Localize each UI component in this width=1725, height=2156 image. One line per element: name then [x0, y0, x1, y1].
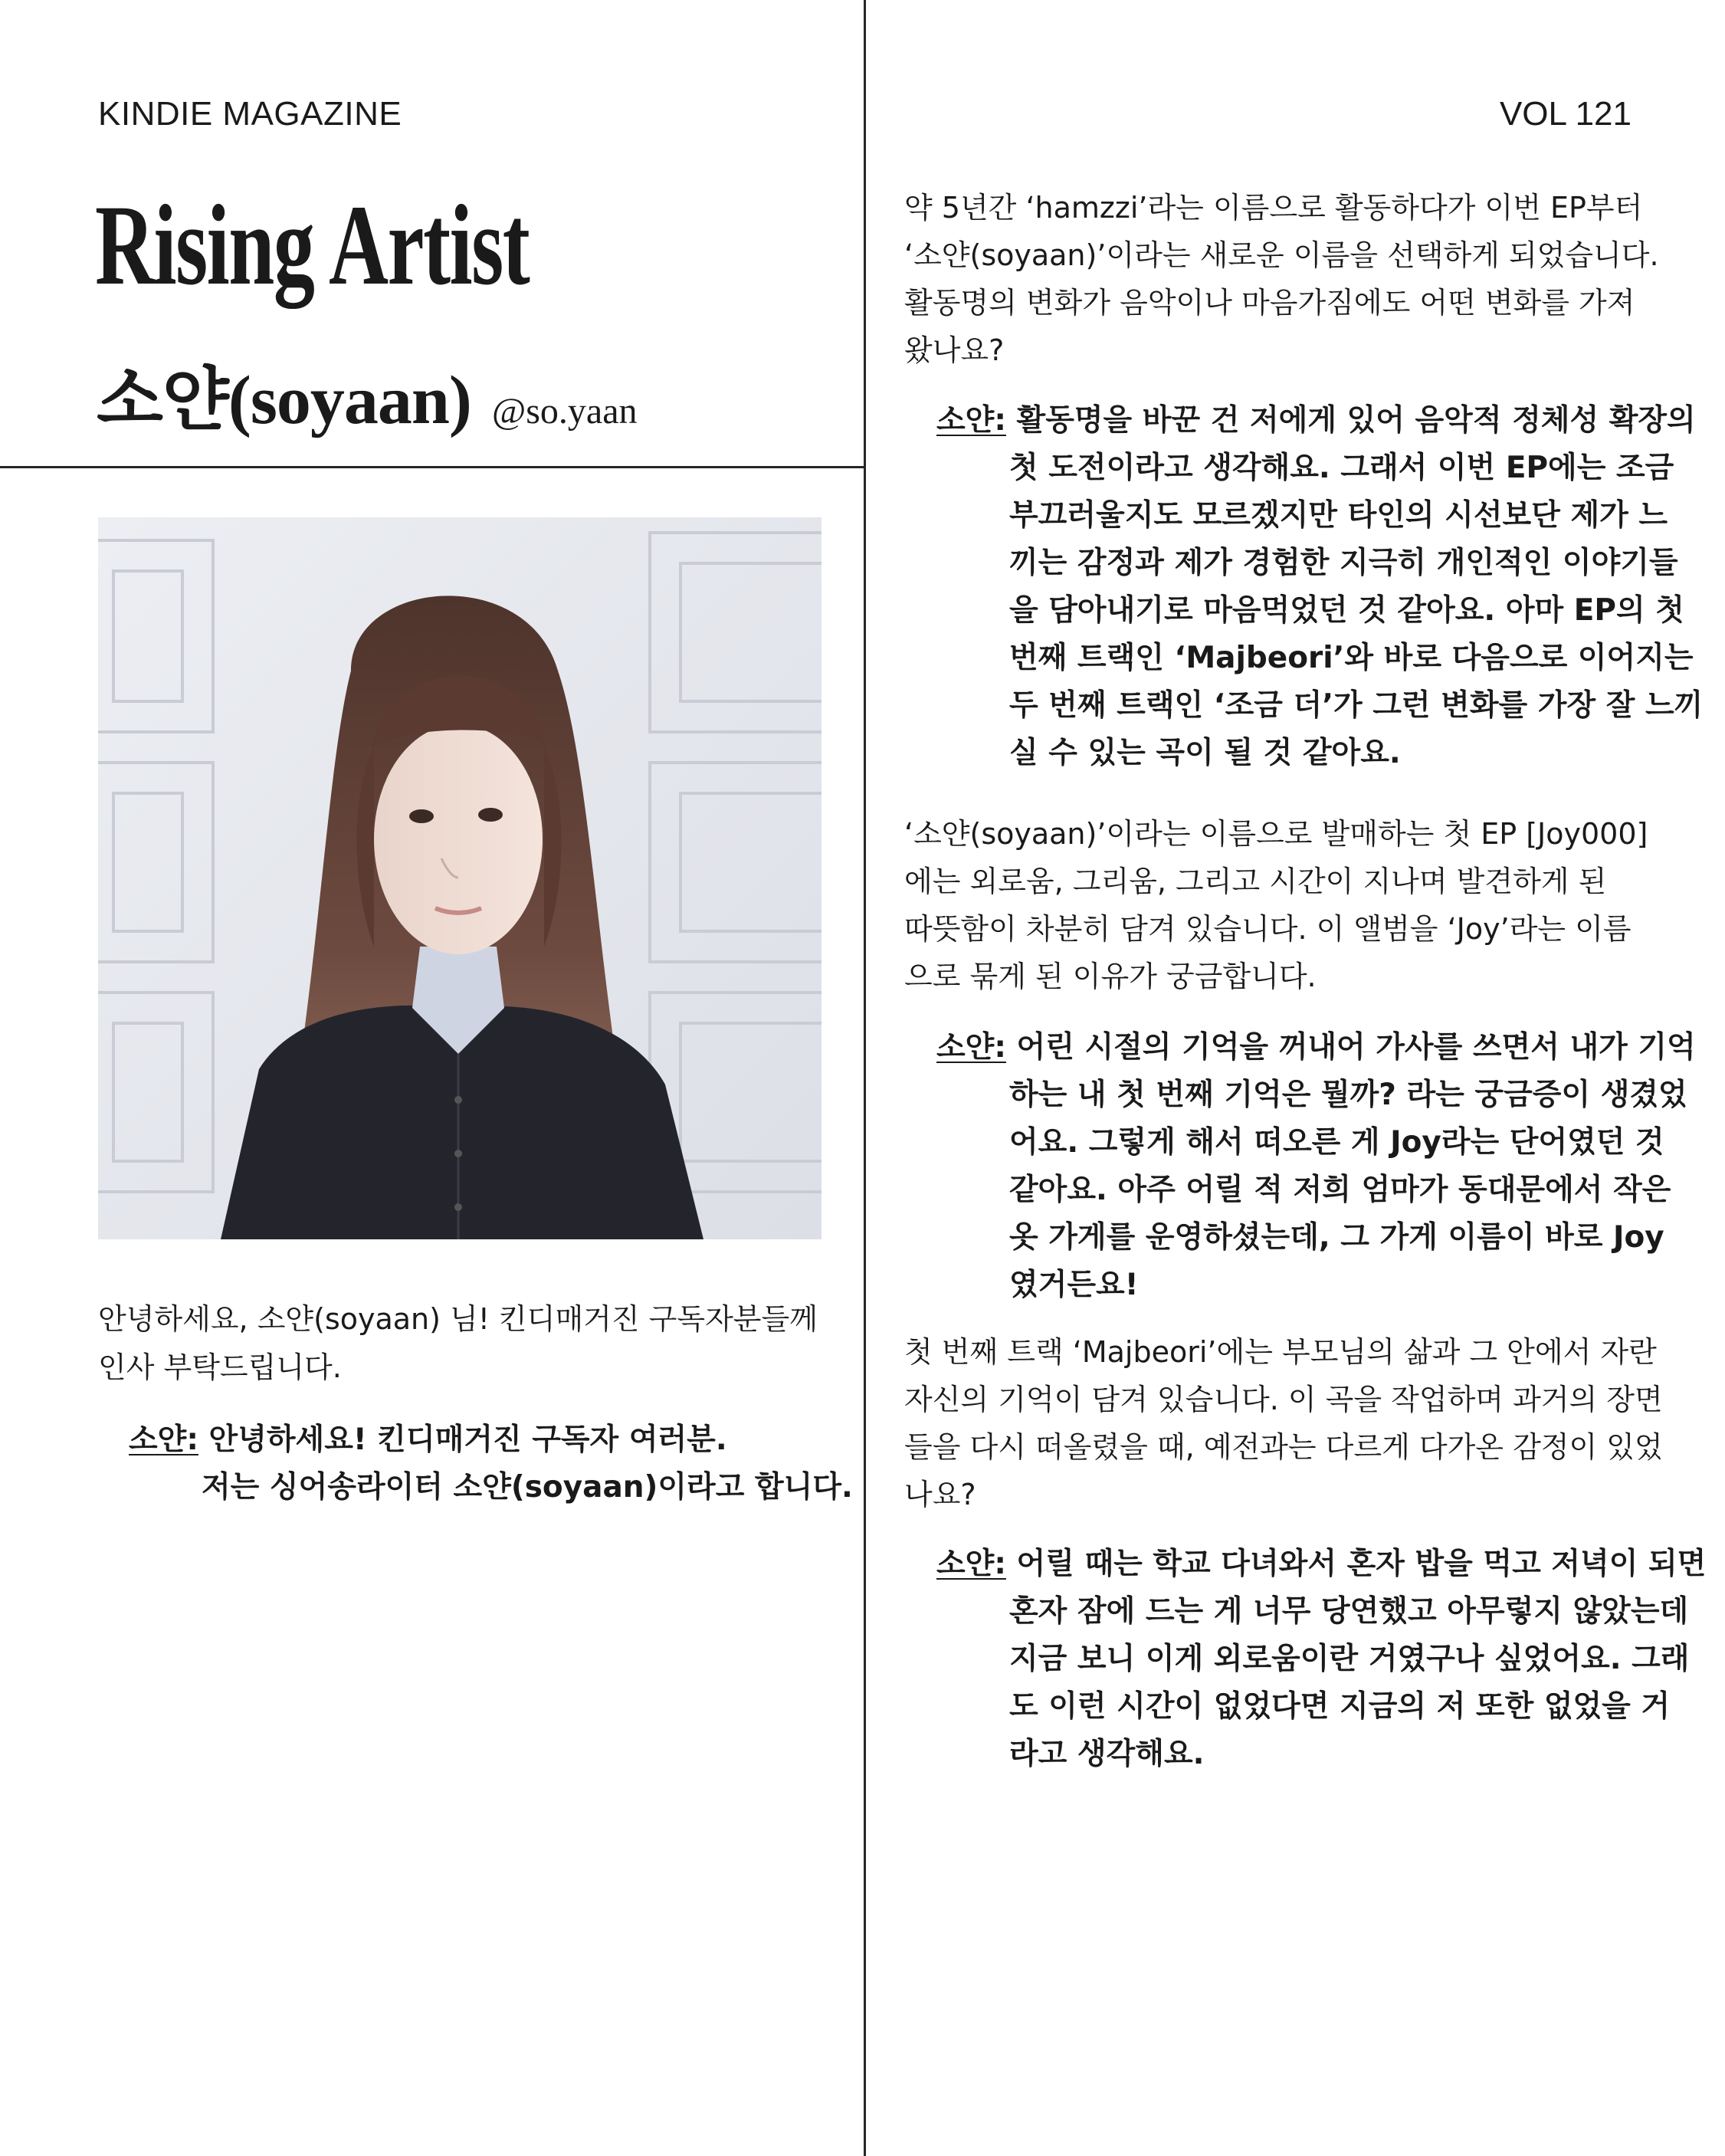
question-line: 따뜻함이 차분히 담겨 있습니다. 이 앨범을 ‘Joy’라는 이름	[904, 912, 1632, 946]
column-divider	[864, 0, 866, 2156]
answer-text: 어린 시절의 기억을 꺼내어 가사를 쓰면서 내가 기억	[1016, 1030, 1696, 1065]
answer-line: 혼자 잠에 드는 게 너무 당연했고 아무렇지 않았는데	[1009, 1594, 1689, 1629]
answer-line: 하는 내 첫 번째 기억은 뭘까? 라는 궁금증이 생겼었	[1009, 1078, 1687, 1112]
answer-line: 옷 가게를 운영하셨는데, 그 가게 이름이 바로 Joy	[1009, 1220, 1664, 1255]
question-line: 인사 부탁드립니다.	[98, 1350, 342, 1384]
question-line: 첫 번째 트랙 ‘Majbeori’에는 부모님의 삶과 그 안에서 자란	[904, 1335, 1657, 1369]
intro-question	[98, 1295, 834, 1392]
artist-photo	[98, 517, 822, 1239]
answer-line: 였거든요!	[1009, 1268, 1139, 1302]
answer-line: 실 수 있는 곡이 될 것 같아요.	[1009, 736, 1401, 770]
interview-answer	[936, 397, 1703, 777]
answer-line: 어요. 그렇게 해서 떠오른 게 Joy라는 단어였던 것	[1009, 1125, 1664, 1160]
interview-answer	[936, 1024, 1703, 1309]
answer-line	[129, 1416, 857, 1464]
intro-answer	[129, 1416, 857, 1511]
interview-answer	[936, 1541, 1707, 1778]
volume-number: VOL 121	[1499, 95, 1632, 133]
page-title: Rising Artist	[95, 182, 530, 309]
question-line: 안녕하세요, 소얀(soyaan) 님! 킨디매거진 구독자분들께	[98, 1302, 818, 1336]
answer-line: 첫 도전이라고 생각해요. 그래서 이번 EP에는 조금	[1009, 451, 1674, 485]
portrait-illustration	[98, 517, 822, 1239]
artist-heading	[97, 343, 638, 443]
interview-question	[904, 184, 1678, 374]
answer-line	[936, 1541, 1707, 1588]
magazine-name: KINDIE MAGAZINE	[98, 95, 402, 133]
answer-line: 같아요. 아주 어릴 적 저희 엄마가 동대문에서 작은	[1009, 1173, 1671, 1207]
answer-line: 라고 생각해요.	[1009, 1737, 1205, 1771]
answer-text: 활동명을 바꾼 건 저에게 있어 음악적 정체성 확장의	[1016, 403, 1696, 438]
interview-question	[904, 810, 1678, 1000]
answer-line: 도 이런 시간이 없었다면 지금의 저 또한 없었을 거	[1009, 1689, 1671, 1724]
question-line: 약 5년간 ‘hamzzi’라는 이름으로 활동하다가 이번 EP부터	[904, 191, 1643, 225]
answer-line: 끼는 감정과 제가 경험한 지극히 개인적인 이야기들	[1009, 546, 1678, 580]
question-line: 에는 외로움, 그리움, 그리고 시간이 지나며 발견하게 된	[904, 865, 1607, 898]
answer-line	[936, 1024, 1703, 1071]
answer-line: 두 번째 트랙인 ‘조금 더’가 그런 변화를 가장 잘 느끼	[1009, 688, 1704, 723]
header-divider	[0, 466, 864, 468]
question-line: ‘소얀(soyaan)’이라는 이름으로 발매하는 첫 EP [Joy000]	[904, 817, 1648, 851]
speaker-label: 소얀:	[936, 403, 1006, 438]
artist-name: 소얀(soyaan)	[97, 363, 471, 438]
question-line: ‘소얀(soyaan)’이라는 새로운 이름을 선택하게 되었습니다.	[904, 238, 1659, 272]
question-line: 으로 묶게 된 이유가 궁금합니다.	[904, 960, 1317, 993]
question-line: 활동명의 변화가 음악이나 마음가짐에도 어떤 변화를 가져	[904, 286, 1635, 320]
answer-line: 지금 보니 이게 외로움이란 거였구나 싶었어요. 그래	[1009, 1642, 1690, 1676]
artist-handle: @so.yaan	[492, 391, 638, 432]
speaker-label: 소얀:	[936, 1547, 1006, 1581]
speaker-label: 소얀:	[936, 1030, 1006, 1065]
interview-question	[904, 1328, 1678, 1518]
answer-line: 번째 트랙인 ‘Majbeori’와 바로 다음으로 이어지는	[1009, 641, 1694, 675]
question-line: 자신의 기억이 담겨 있습니다. 이 곡을 작업하며 과거의 장면	[904, 1383, 1663, 1416]
question-line: 나요?	[904, 1478, 976, 1511]
answer-text: 안녕하세요! 킨디매거진 구독자 여러분.	[208, 1423, 727, 1457]
answer-line: 저는 싱어송라이터 소얀(soyaan)이라고 합니다.	[202, 1470, 853, 1505]
answer-line: 부끄러울지도 모르겠지만 타인의 시선보단 제가 느	[1009, 498, 1668, 533]
question-line: 들을 다시 떠올렸을 때, 예전과는 다르게 다가온 감정이 있었	[904, 1430, 1663, 1464]
speaker-label: 소얀:	[129, 1423, 198, 1457]
answer-line	[936, 397, 1703, 445]
answer-line: 을 담아내기로 마음먹었던 것 같아요. 아마 EP의 첫	[1009, 593, 1684, 628]
question-line: 왔나요?	[904, 333, 1005, 367]
answer-text: 어릴 때는 학교 다녀와서 혼자 밥을 먹고 저녁이 되면	[1016, 1547, 1707, 1581]
